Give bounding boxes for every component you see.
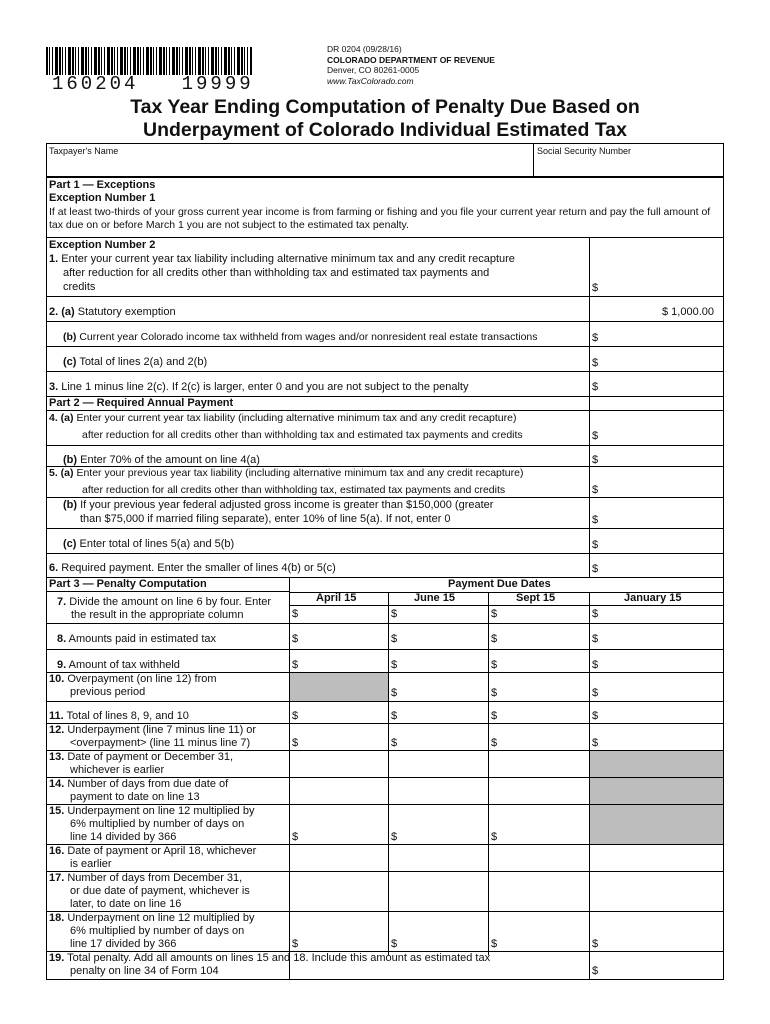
line19-number: 19. (49, 952, 65, 964)
line18-january-dollar: $ (592, 938, 599, 950)
line15-january-shaded (590, 805, 723, 844)
line18-june-field[interactable] (399, 913, 487, 950)
line19-text-2: penalty on line 34 of Form 104 (70, 965, 219, 977)
line12-number: 12. (49, 724, 65, 736)
line5c-number: (c) (63, 538, 77, 550)
line10-text-2: previous period (70, 686, 146, 698)
line1-text: Enter your current year tax liability including alternative minimum tax and any credit recapture (61, 253, 515, 265)
line13-text: Date of payment or December 31, (67, 751, 234, 763)
line1-text-3: credits (63, 281, 96, 293)
line4b-number: (b) (63, 454, 78, 466)
line10-january-dollar: $ (592, 687, 599, 699)
line18-january-field[interactable] (600, 913, 723, 950)
line15-sept-field[interactable] (499, 806, 587, 843)
line16-june-field[interactable] (399, 846, 487, 870)
line11-january-field[interactable] (600, 703, 723, 722)
line1-text-2: after reduction for all credits other than withholding tax and estimated tax payments and (63, 267, 490, 279)
line15-june-field[interactable] (399, 806, 487, 843)
line2a-value: $ 1,000.00 (662, 306, 714, 318)
line14-sept-field[interactable] (499, 779, 587, 803)
line5b-amount-field[interactable] (600, 512, 722, 527)
taxpayer-name-label: Taxpayer's Name (49, 146, 119, 156)
line9-april-field[interactable] (300, 651, 388, 671)
line5a-number: 5. (a) (49, 467, 74, 479)
line14-january-shaded (590, 778, 723, 804)
line19-amount-field[interactable] (600, 962, 722, 978)
line16-text-2: is earlier (70, 858, 112, 870)
line11-text: Total of lines 8, 9, and 10 (66, 710, 189, 722)
line2c-text: Total of lines 2(a) and 2(b) (79, 356, 208, 368)
line8-number: 8. (57, 633, 67, 645)
line8-january-dollar: $ (592, 633, 599, 645)
line4b-dollar: $ (592, 454, 599, 466)
line17-text-2: or due date of payment, whichever is (70, 885, 250, 897)
line18-april-dollar: $ (292, 938, 299, 950)
line7-sept-dollar: $ (491, 608, 498, 620)
line15-june-dollar: $ (391, 831, 398, 843)
line2a-text: Statutory exemption (77, 306, 176, 318)
line6-amount-field[interactable] (600, 561, 722, 576)
part3-heading: Part 3 — Penalty Computation (49, 578, 207, 590)
line13-april-field[interactable] (300, 752, 388, 776)
line15-sept-dollar: $ (491, 831, 498, 843)
line7-text: Divide the amount on line 6 by four. Enter (69, 596, 272, 608)
line11-june-dollar: $ (391, 710, 398, 722)
taxpayer-name-field[interactable] (47, 157, 532, 176)
line3-text: Line 1 minus line 2(c). If 2(c) is larger, enter 0 and you are not subject to the penalty (61, 381, 469, 393)
line4a-text-2: after reduction for all credits other than withholding tax and estimated tax payments and credits (82, 429, 523, 441)
line1-dollar: $ (592, 282, 599, 294)
line13-number: 13. (49, 751, 65, 763)
form-title-line1: Tax Year Ending Computation of Penalty Due Based on (130, 96, 640, 118)
line6-dollar: $ (592, 563, 599, 575)
line12-april-dollar: $ (292, 737, 299, 749)
line13-sept-field[interactable] (499, 752, 587, 776)
line18-april-field[interactable] (300, 913, 388, 950)
line8-april-dollar: $ (292, 633, 299, 645)
line4b-text: Enter 70% of the amount on line 4(a) (80, 454, 260, 466)
line18-sept-dollar: $ (491, 938, 498, 950)
part2-heading: Part 2 — Required Annual Payment (49, 397, 234, 409)
line8-april-field[interactable] (300, 625, 388, 648)
line7-april-dollar: $ (292, 608, 299, 620)
line10-june-dollar: $ (391, 687, 398, 699)
line4a-dollar: $ (592, 430, 599, 442)
line12-text-2: <overpayment> (line 11 minus line 7) (70, 737, 251, 749)
line5c-text: Enter total of lines 5(a) and 5(b) (79, 538, 235, 550)
line5c-amount-field[interactable] (600, 537, 722, 552)
line5a-text-2: after reduction for all credits other than withholding tax, estimated tax payments and credits (82, 484, 506, 496)
line2c-number: (c) (63, 356, 77, 368)
exception2-heading: Exception Number 2 (49, 239, 156, 251)
line15-number: 15. (49, 805, 65, 817)
line18-sept-field[interactable] (499, 913, 587, 950)
column-sept-15: Sept 15 (516, 592, 556, 604)
exception1-text: If at least two-thirds of your gross current year income is from farming or fishing and you file your current year return and pay the full amount of tax due on or before March 1 you are not subject to the estimated tax penalty. (49, 206, 711, 231)
line14-number: 14. (49, 778, 65, 790)
line2b-dollar: $ (592, 332, 599, 344)
line18-number: 18. (49, 912, 65, 924)
line18-text-2: 6% multiplied by number of days on (70, 925, 245, 937)
line15-april-dollar: $ (292, 831, 299, 843)
line3-dollar: $ (592, 381, 599, 393)
exception1-heading: Exception Number 1 (49, 192, 156, 204)
line12-sept-field[interactable] (499, 725, 587, 749)
line7-june-dollar: $ (391, 608, 398, 620)
line9-text: Amount of tax withheld (68, 659, 180, 671)
department-website: www.TaxColorado.com (327, 75, 414, 86)
line9-june-dollar: $ (391, 659, 398, 671)
line9-sept-field[interactable] (499, 651, 587, 671)
line5a-text: Enter your previous year tax liability (including alternative minimum tax and any credit recapture) (76, 467, 524, 479)
line17-april-field[interactable] (300, 873, 388, 910)
form-title-line2: Underpayment of Colorado Individual Estimated Tax (143, 119, 627, 141)
form-id: DR 0204 (09/28/16) (327, 44, 402, 54)
line5b-text: If your previous year federal adjusted gross income is greater than $150,000 (greater (80, 499, 494, 511)
line10-number: 10. (49, 673, 65, 685)
line3-number: 3. (49, 381, 59, 393)
line7-january-field[interactable] (600, 606, 723, 622)
line13-text-2: whichever is earlier (70, 764, 165, 776)
line7-january-dollar: $ (592, 608, 599, 620)
line11-april-dollar: $ (292, 710, 299, 722)
line4a-number: 4. (a) (49, 412, 74, 424)
line5b-dollar: $ (592, 514, 599, 526)
line5a-amount-field[interactable] (600, 482, 722, 497)
line17-text-3: later, to date on line 16 (70, 898, 182, 910)
line17-january-field[interactable] (600, 873, 723, 910)
line15-april-field[interactable] (300, 806, 388, 843)
line15-text: Underpayment on line 12 multiplied by (67, 805, 255, 817)
line11-april-field[interactable] (300, 703, 388, 722)
line16-text: Date of payment or April 18, whichever (67, 845, 257, 857)
line13-january-shaded (590, 751, 723, 777)
line8-sept-dollar: $ (491, 633, 498, 645)
line14-text: Number of days from due date of (67, 778, 229, 790)
line14-april-field[interactable] (300, 779, 388, 803)
line14-text-2: payment to date on line 13 (70, 791, 200, 803)
line11-number: 11. (49, 710, 64, 722)
line12-january-dollar: $ (592, 737, 599, 749)
line4b-amount-field[interactable] (600, 452, 722, 466)
line15-text-3: line 14 divided by 366 (70, 831, 177, 843)
line16-january-field[interactable] (600, 846, 723, 870)
line14-june-field[interactable] (399, 779, 487, 803)
payment-due-dates-label: Payment Due Dates (448, 578, 551, 590)
line2b-number: (b) (63, 331, 77, 343)
line17-june-field[interactable] (399, 873, 487, 910)
line10-april-shaded (290, 673, 388, 701)
line9-january-dollar: $ (592, 659, 599, 671)
part1-heading: Part 1 — Exceptions (49, 179, 156, 191)
line8-january-field[interactable] (600, 625, 723, 648)
line18-june-dollar: $ (391, 938, 398, 950)
line13-june-field[interactable] (399, 752, 487, 776)
line12-sept-dollar: $ (491, 737, 498, 749)
line12-april-field[interactable] (300, 725, 388, 749)
line18-text: Underpayment on line 12 multiplied by (67, 912, 255, 924)
line19-dollar: $ (592, 965, 599, 977)
line1-amount-field[interactable] (600, 280, 722, 296)
line7-number: 7. (57, 596, 67, 608)
line16-sept-field[interactable] (499, 846, 587, 870)
line17-number: 17. (49, 872, 65, 884)
line17-text: Number of days from December 31, (67, 872, 243, 884)
line8-sept-field[interactable] (499, 625, 587, 648)
line2c-dollar: $ (592, 357, 599, 369)
line2b-amount-field[interactable] (600, 330, 722, 345)
line11-january-dollar: $ (592, 710, 599, 722)
line8-june-dollar: $ (391, 633, 398, 645)
line9-january-field[interactable] (600, 651, 723, 671)
department-address: Denver, CO 80261-0005 (327, 65, 420, 75)
column-january-15: January 15 (624, 592, 682, 604)
line10-january-field[interactable] (600, 674, 723, 700)
line9-june-field[interactable] (399, 651, 487, 671)
line6-text: Required payment. Enter the smaller of lines 4(b) or 5(c) (61, 562, 336, 574)
line6-number: 6. (49, 562, 59, 574)
line1-number: 1. (49, 253, 59, 265)
form-meta (327, 44, 495, 86)
line7-april-field[interactable] (300, 606, 388, 622)
line19-text: Total penalty. Add all amounts on lines 15 and 18. Include this amount as estimated tax (67, 952, 491, 964)
line9-sept-dollar: $ (491, 659, 498, 671)
line12-june-field[interactable] (399, 725, 487, 749)
line9-number: 9. (57, 659, 67, 671)
line10-sept-field[interactable] (499, 674, 587, 700)
ssn-field[interactable] (534, 157, 723, 176)
line3-amount-field[interactable] (600, 379, 722, 395)
line7-text-2: the result in the appropriate column (71, 609, 244, 621)
line17-sept-field[interactable] (499, 873, 587, 910)
column-june-15: June 15 (414, 592, 455, 604)
line11-sept-dollar: $ (491, 710, 498, 722)
line12-text: Underpayment (line 7 minus line 11) or (67, 724, 257, 736)
line10-june-field[interactable] (399, 674, 487, 700)
line4a-amount-field[interactable] (600, 428, 722, 444)
column-april-15: April 15 (316, 592, 357, 604)
line7-sept-field[interactable] (499, 606, 587, 622)
line18-text-3: line 17 divided by 366 (70, 938, 177, 950)
line16-number: 16. (49, 845, 65, 857)
line12-january-field[interactable] (600, 725, 723, 749)
line15-text-2: 6% multiplied by number of days on (70, 818, 245, 830)
line5b-number: (b) (63, 499, 78, 511)
line5a-dollar: $ (592, 484, 599, 496)
line11-june-field[interactable] (399, 703, 487, 722)
line16-april-field[interactable] (300, 846, 388, 870)
line4a-text: Enter your current year tax liability (including alternative minimum tax and any credit recapture) (76, 412, 517, 424)
line11-sept-field[interactable] (499, 703, 587, 722)
line2c-amount-field[interactable] (600, 355, 722, 370)
line10-text: Overpayment (on line 12) from (67, 673, 217, 685)
ssn-label: Social Security Number (537, 146, 632, 156)
barcode (46, 47, 252, 75)
line2b-text: Current year Colorado income tax withheld from wages and/or nonresident real estate transactions (79, 331, 538, 343)
barcode-number: 160204 19999 (52, 73, 254, 95)
line8-june-field[interactable] (399, 625, 487, 648)
line9-april-dollar: $ (292, 659, 299, 671)
line8-text: Amounts paid in estimated tax (68, 633, 216, 645)
line5b-text-2: than $75,000 if married filing separate), enter 10% of line 5(a). If not, enter 0 (80, 513, 451, 525)
line5c-dollar: $ (592, 539, 599, 551)
line7-june-field[interactable] (399, 606, 487, 622)
department-name: COLORADO DEPARTMENT OF REVENUE (327, 54, 495, 65)
line2a-number: 2. (a) (49, 306, 75, 318)
line10-sept-dollar: $ (491, 687, 498, 699)
line12-june-dollar: $ (391, 737, 398, 749)
